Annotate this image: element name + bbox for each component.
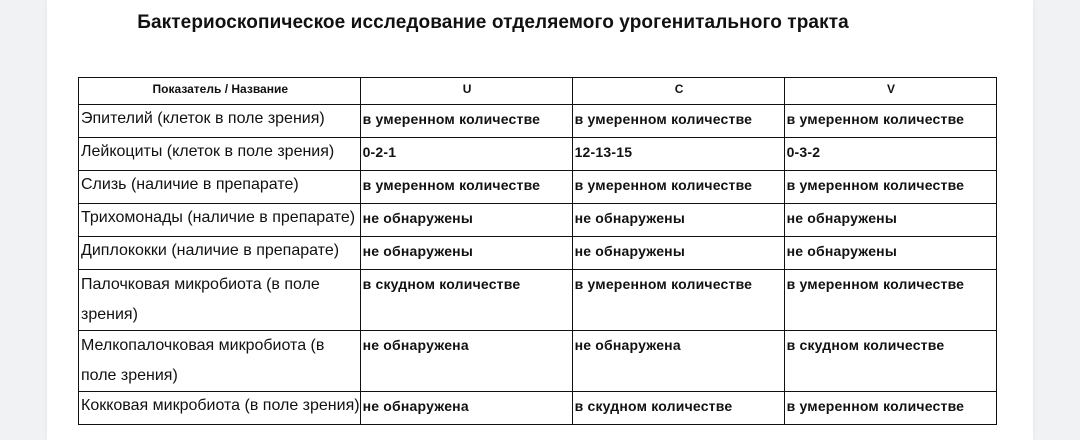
column-header-indicator: Показатель / Название <box>79 78 361 105</box>
value-c: не обнаружены <box>572 204 784 237</box>
value-c: в умеренном количестве <box>572 270 784 331</box>
value-c: в скудном количестве <box>572 392 784 425</box>
value-u: не обнаружена <box>360 331 572 392</box>
value-v: 0-3-2 <box>784 138 996 171</box>
value-v: не обнаружены <box>784 204 996 237</box>
row-name: Диплококки (наличие в препарате) <box>79 237 361 270</box>
column-header-u: U <box>360 78 572 105</box>
value-u: 0-2-1 <box>360 138 572 171</box>
table-header-row <box>79 78 997 105</box>
results-table <box>78 77 997 425</box>
row-name: Трихомонады (наличие в препарате) <box>79 204 361 237</box>
value-v: не обнаружены <box>784 237 996 270</box>
value-c: не обнаружена <box>572 331 784 392</box>
value-c: в умеренном количестве <box>572 105 784 138</box>
row-name: Эпителий (клеток в поле зрения) <box>79 105 361 138</box>
column-header-c: C <box>572 78 784 105</box>
value-v: в умеренном количестве <box>784 171 996 204</box>
table-row <box>79 204 997 237</box>
value-u: не обнаружены <box>360 237 572 270</box>
value-u: в умеренном количестве <box>360 171 572 204</box>
value-v: в умеренном количестве <box>784 270 996 331</box>
value-u: в умеренном количестве <box>360 105 572 138</box>
row-name: Мелкопалочковая микробиота (в поле зрения) <box>79 331 361 392</box>
document-title: Бактериоскопическое исследование отделяемого урогенитального тракта <box>137 12 849 33</box>
value-u: в скудном количестве <box>360 270 572 331</box>
value-v: в умеренном количестве <box>784 392 996 425</box>
value-c: в умеренном количестве <box>572 171 784 204</box>
column-header-v: V <box>784 78 996 105</box>
table-row <box>79 138 997 171</box>
value-c: не обнаружены <box>572 237 784 270</box>
value-v: в умеренном количестве <box>784 105 996 138</box>
value-c: 12-13-15 <box>572 138 784 171</box>
table-row <box>79 331 997 392</box>
table-row <box>79 237 997 270</box>
value-u: не обнаружена <box>360 392 572 425</box>
table-row <box>79 171 997 204</box>
table-row <box>79 105 997 138</box>
row-name: Палочковая микробиота (в поле зрения) <box>79 270 361 331</box>
row-name: Слизь (наличие в препарате) <box>79 171 361 204</box>
row-name: Лейкоциты (клеток в поле зрения) <box>79 138 361 171</box>
table-row <box>79 392 997 425</box>
value-u: не обнаружены <box>360 204 572 237</box>
row-name: Кокковая микробиота (в поле зрения) <box>79 392 361 425</box>
table-row <box>79 270 997 331</box>
value-v: в скудном количестве <box>784 331 996 392</box>
